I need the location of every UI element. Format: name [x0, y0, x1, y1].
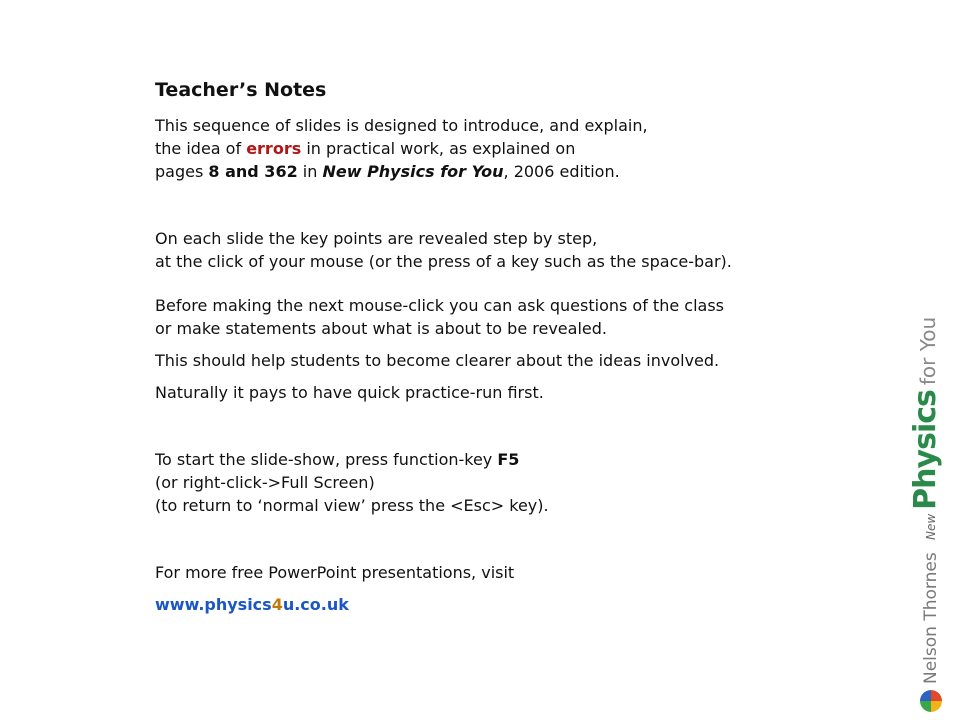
intro-line-3-post: , 2006 edition. [503, 162, 620, 181]
website-link[interactable] [155, 595, 349, 614]
start-line-3: (to return to ‘normal view’ press the <Esc> key). [155, 496, 549, 515]
practice-paragraph: Naturally it pays to have quick practice-run first. [155, 383, 544, 402]
intro-line-2-post: in practical work, as explained on [301, 139, 576, 158]
brand-new: New [924, 513, 938, 540]
errors-keyword: errors [246, 139, 302, 158]
questions-line-2: or make statements about what is about to be revealed. [155, 319, 607, 338]
reveal-line-2: at the click of your mouse (or the press of a key such as the space-bar). [155, 252, 732, 271]
new-physics-for-you-logo [908, 317, 943, 540]
intro-line-3-pre: pages [155, 162, 209, 181]
help-paragraph: This should help students to become clearer about the ideas involved. [155, 351, 720, 370]
book-title: New Physics for You [322, 162, 504, 181]
nelson-thornes-icon [920, 690, 942, 712]
url-part-4: 4 [271, 595, 283, 614]
publisher-name: Nelson Thornes [921, 552, 941, 684]
brand-physics: Physics [908, 390, 943, 510]
start-paragraph [155, 448, 875, 517]
reveal-paragraph [155, 227, 875, 273]
notes-title: Teacher’s Notes [155, 79, 327, 101]
questions-line-1: Before making the next mouse-click you can ask questions of the class [155, 296, 724, 315]
url-part-1: www.physics [155, 595, 272, 614]
intro-line-1: This sequence of slides is designed to introduce, and explain, [155, 116, 648, 135]
questions-paragraph [155, 294, 875, 340]
intro-line-2-pre: the idea of [155, 139, 247, 158]
start-line-1-pre: To start the slide-show, press function-key [155, 450, 498, 469]
function-key: F5 [497, 450, 520, 469]
intro-line-3-mid: in [297, 162, 323, 181]
brand-for-you: for You [916, 316, 940, 386]
more-paragraph: For more free PowerPoint presentations, visit [155, 563, 515, 582]
nelson-thornes-logo [920, 552, 942, 712]
teachers-notes [155, 78, 875, 616]
intro-paragraph [155, 114, 875, 183]
page-numbers: 8 and 362 [208, 162, 298, 181]
start-line-2: (or right-click->Full Screen) [155, 473, 375, 492]
url-part-2: u.co.uk [282, 595, 349, 614]
reveal-line-1: On each slide the key points are revealed step by step, [155, 229, 598, 248]
